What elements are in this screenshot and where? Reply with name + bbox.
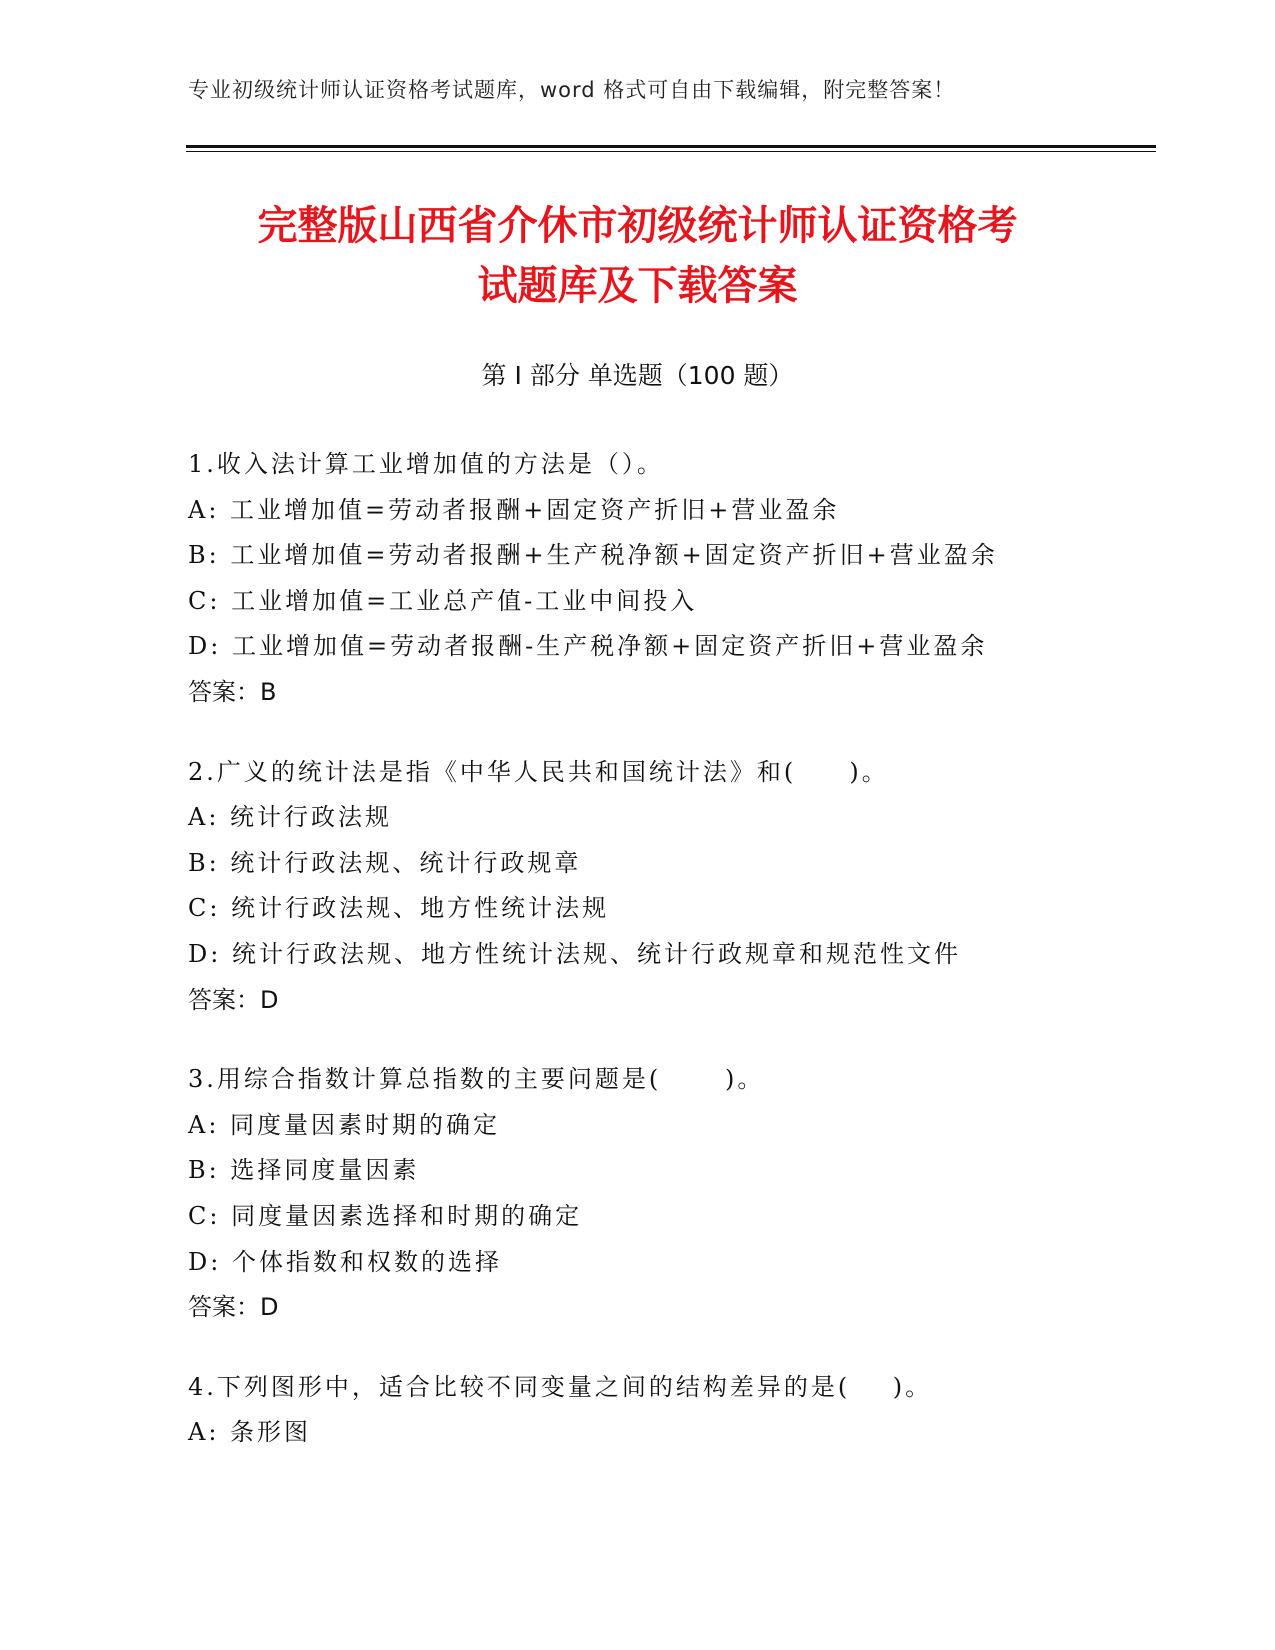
document-title — [160, 196, 1115, 316]
header-rule-thick — [186, 145, 1156, 148]
question-stem: 1.收入法计算工业增加值的方法是（）。 — [188, 450, 664, 478]
answer: 答案：D — [188, 1293, 279, 1322]
question-stem: 3.用综合指数计算总指数的主要问题是( )。 — [188, 1065, 765, 1094]
answer: 答案：B — [188, 677, 277, 706]
option-a: A: 工业增加值=劳动者报酬+固定资产折旧+营业盈余 — [188, 495, 840, 524]
option-b: B: 统计行政法规、统计行政规章 — [188, 848, 582, 877]
header-note: 专业初级统计师认证资格考试题库，word 格式可自由下载编辑，附完整答案！ — [188, 78, 956, 102]
question-stem: 2.广义的统计法是指《中华人民共和国统计法》和( )。 — [188, 757, 889, 786]
question-4 — [188, 1365, 1188, 1456]
question-3 — [188, 1057, 1188, 1331]
option-c: C: 工业增加值=工业总产值-工业中间投入 — [188, 586, 698, 615]
question-2 — [188, 750, 1188, 1024]
option-d: D: 统计行政法规、地方性统计法规、统计行政规章和规范性文件 — [188, 939, 961, 968]
answer: 答案：D — [188, 985, 279, 1014]
question-stem: 4.下列图形中，适合比较不同变量之间的结构差异的是( )。 — [188, 1372, 933, 1401]
option-c: C: 同度量因素选择和时期的确定 — [188, 1201, 583, 1230]
option-a: A: 条形图 — [188, 1418, 312, 1447]
document-title-line-1: 完整版山西省介休市初级统计师认证资格考 — [257, 203, 1018, 249]
option-b: B: 选择同度量因素 — [188, 1156, 420, 1185]
question-1 — [188, 442, 1188, 716]
header-rule-thin — [186, 151, 1156, 152]
option-a: A: 同度量因素时期的确定 — [188, 1110, 501, 1139]
question-list — [188, 442, 1188, 1490]
document-title-line-2: 试题库及下载答案 — [477, 263, 798, 309]
option-d: D: 工业增加值=劳动者报酬-生产税净额+固定资产折旧+营业盈余 — [188, 632, 988, 661]
option-c: C: 统计行政法规、地方性统计法规 — [188, 894, 610, 923]
option-d: D: 个体指数和权数的选择 — [188, 1247, 502, 1276]
option-b: B: 工业增加值=劳动者报酬+生产税净额+固定资产折旧+营业盈余 — [188, 541, 998, 570]
option-a: A: 统计行政法规 — [188, 803, 393, 832]
section-title: 第 I 部分 单选题（100 题） — [481, 361, 794, 390]
